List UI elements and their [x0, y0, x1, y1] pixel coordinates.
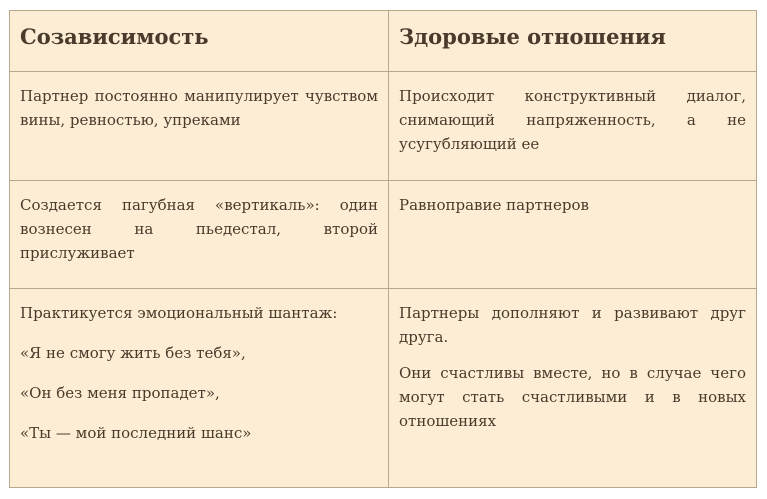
row-1-healthy-cell	[389, 72, 756, 181]
header-healthy-relationships: Здоровые отношения	[389, 11, 756, 72]
row-2-codependency-text: Создается пагубная «вертикаль»: один вознесен на пьедестал, второй прислуживает	[20, 196, 378, 262]
row-3-codependency-quote-2: «Он без меня пропадет»,	[20, 384, 220, 402]
row-2-healthy-cell	[389, 181, 756, 289]
row-3-codependency-quote-1: «Я не смогу жить без тебя»,	[20, 344, 246, 362]
row-3-healthy-text-2: Они счастливы вместе, но в случае чего могут стать счастливыми и в новых отношениях	[399, 364, 746, 430]
row-1-healthy-text: Происходит конструктивный диалог, снимающий напряженность, а не усугубляющий ее	[399, 87, 746, 153]
row-2-codependency-cell	[10, 181, 389, 289]
row-1-codependency-cell	[10, 72, 389, 181]
row-1-codependency-text: Партнер постоянно манипулирует чувством вины, ревностью, упреками	[20, 87, 378, 129]
row-3-codependency-cell	[10, 289, 389, 487]
header-codependency: Созависимость	[10, 11, 389, 72]
row-3-codependency-intro: Практикуется эмоциональный шантаж:	[20, 304, 338, 322]
row-3-healthy-text-1: Партнеры дополняют и развивают друг друга.	[399, 304, 746, 346]
row-2-healthy-text: Равноправие партнеров	[399, 196, 589, 214]
comparison-table	[9, 10, 757, 488]
row-3-codependency-quote-3: «Ты — мой последний шанс»	[20, 424, 252, 442]
row-3-healthy-cell	[389, 289, 756, 487]
